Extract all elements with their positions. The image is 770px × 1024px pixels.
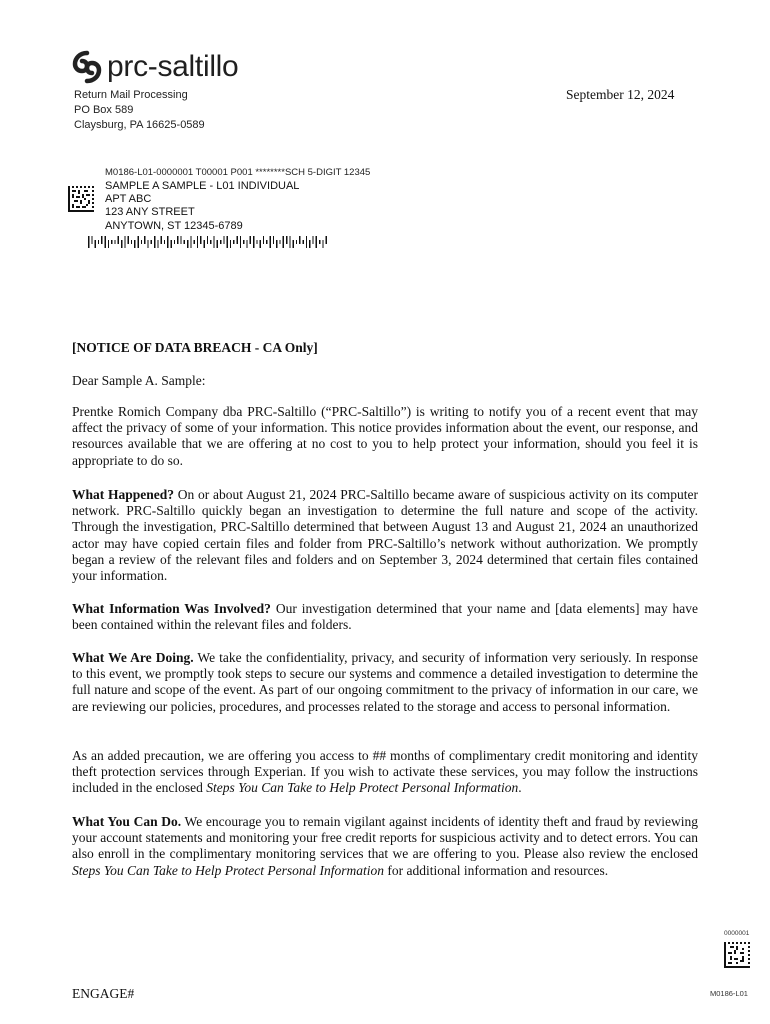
what-you-can-do-heading: What You Can Do. (72, 814, 182, 829)
company-logo (70, 50, 238, 84)
datamatrix-barcode-icon (68, 186, 94, 212)
postal-barcode-bar (151, 240, 152, 244)
postal-barcode-bar (138, 236, 139, 248)
postal-barcode-bar (326, 236, 327, 244)
what-information-heading: What Information Was Involved? (72, 601, 271, 616)
postal-barcode-bar (217, 240, 218, 248)
precaution-end: . (518, 780, 522, 796)
postal-barcode-bar (194, 240, 195, 244)
postal-barcode-bar (121, 240, 122, 248)
postal-barcode-bar (91, 236, 92, 244)
salutation: Dear Sample A. Sample: (72, 373, 206, 388)
postal-barcode-bar (260, 240, 261, 248)
postal-barcode-bar (197, 236, 198, 248)
postal-barcode-bar (157, 240, 158, 248)
postal-barcode-bar (164, 240, 165, 244)
postal-barcode-bar (243, 240, 244, 244)
postal-barcode-bar (279, 240, 280, 244)
postal-barcode-bar (108, 240, 109, 248)
postal-barcode-bar (167, 236, 168, 248)
postal-barcode-bar (161, 236, 162, 244)
postal-barcode-bar (213, 236, 214, 248)
postal-barcode-bar (180, 236, 181, 244)
postal-barcode-bar (270, 236, 271, 248)
postal-barcode-bar (240, 236, 241, 248)
engage-number: ENGAGE# (72, 986, 135, 1001)
return-address-line: Claysburg, PA 16625-0589 (74, 119, 205, 131)
intro-text: Prentke Romich Company dba PRC-Saltillo (“PRC-Saltillo”) is writing to notify you of a recent event that may affect the privacy of some of your information. This notice provides information about the event, our response, and resources available that we are offering at no cost to you to help protect your information, should you feel it is appropriate to do so. (72, 404, 698, 468)
what-you-can-do-text: We encourage you to remain vigilant against incidents of identity theft and fraud by reviewing your account statements and monitoring your free credit reports for suspicious activity and to detect errors. You can also enroll in the complimentary monitoring services that we are offering to you. Please also review the enclosed (72, 814, 698, 862)
postal-barcode-bar (171, 240, 172, 248)
notice-title: [NOTICE OF DATA BREACH - CA Only] (72, 340, 318, 355)
postal-barcode-bar (296, 240, 297, 244)
postal-barcode-bar (184, 240, 185, 244)
postal-barcode-bar (177, 236, 178, 244)
what-you-can-do-end: for additional information and resources. (384, 862, 609, 878)
postal-barcode-bar (207, 236, 208, 244)
postal-barcode-bar (141, 240, 142, 244)
postal-barcode-bar (128, 236, 129, 244)
postal-barcode-bar (111, 240, 112, 244)
recipient-address-line: 123 ANY STREET (105, 206, 195, 219)
postal-barcode-bar (319, 240, 320, 244)
postal-barcode-bar (174, 240, 175, 244)
postal-barcode-bar (204, 240, 205, 248)
postal-barcode-bar (101, 236, 102, 244)
what-happened-paragraph (72, 487, 698, 584)
postal-barcode-bar (233, 240, 234, 244)
postal-barcode-bar (124, 236, 125, 248)
postal-barcode-bar (303, 240, 304, 244)
postal-barcode-bar (237, 236, 238, 244)
logo-text: prc-saltillo (107, 50, 239, 83)
return-address-line: PO Box 589 (74, 104, 134, 116)
datamatrix-barcode-icon (724, 942, 750, 968)
recipient-address-line: SAMPLE A SAMPLE - L01 INDIVIDUAL (105, 180, 300, 192)
postal-barcode-bar (114, 240, 115, 244)
postal-barcode-bar (306, 236, 307, 248)
postal-barcode-bar (154, 236, 155, 248)
letter-date: September 12, 2024 (566, 87, 675, 102)
postal-barcode-bar (263, 236, 264, 244)
postal-barcode-bar (256, 240, 257, 244)
postal-barcode-bar (118, 236, 119, 244)
postal-barcode-bar (316, 236, 317, 248)
postal-barcode-bar (200, 236, 201, 244)
recipient-address-line: APT ABC (105, 193, 152, 206)
postal-barcode-bar (273, 236, 274, 244)
postal-barcode-bar (322, 240, 323, 248)
precaution-paragraph (72, 748, 698, 797)
postal-barcode-bar (227, 236, 228, 248)
what-we-are-doing-heading: What We Are Doing. (72, 650, 194, 665)
postal-barcode-bar (88, 236, 89, 248)
postal-barcode-bar (293, 240, 294, 248)
intro-paragraph (72, 404, 698, 469)
postal-barcode-bar (312, 236, 313, 244)
recipient-address (105, 180, 299, 233)
postal-barcode-bar (210, 240, 211, 244)
precaution-reference: Steps You Can Take to Help Protect Personal Information (206, 780, 519, 796)
postal-barcode-bar (299, 236, 300, 244)
recipient-address-line: ANYTOWN, ST 12345-6789 (105, 219, 243, 232)
what-we-are-doing-paragraph (72, 650, 698, 715)
what-information-text: Our investigation determined that your name and [data elements] may have been contained within the relevant files and folders. (72, 601, 699, 633)
postal-barcode-bar (105, 236, 106, 248)
postal-barcode-bar (289, 236, 290, 248)
postal-barcode-bar (253, 236, 254, 248)
mailing-code-line: M0186-L01-0000001 T00001 P001 ********SCH 5-DIGIT 12345 (105, 167, 371, 178)
postal-barcode-bar (286, 236, 287, 244)
postal-barcode-bar (190, 236, 191, 248)
document-form-code: M0186-L01 (710, 989, 748, 998)
postal-barcode-bar (220, 240, 221, 244)
postal-barcode-bar (246, 240, 247, 248)
return-address (74, 88, 205, 133)
postal-barcode-bar (250, 236, 251, 244)
postal-barcode-bar (134, 240, 135, 248)
what-we-are-doing-text: We take the confidentiality, privacy, and security of information very seriously. In response to this event, we promptly took steps to secure our systems and commence a detailed investigation to determine the full nature and scope of the event. As part of our ongoing commitment to the privacy of information in our care, we are reviewing our policies, procedures, and processes related to the storage and access to personal information. (72, 650, 698, 714)
prc-saltillo-logo-icon (70, 50, 104, 84)
return-address-line: Return Mail Processing (74, 89, 188, 101)
what-happened-heading: What Happened? (72, 487, 175, 502)
postal-barcode-bar (223, 236, 224, 244)
precaution-text: As an added precaution, we are offering you access to ## months of complimentary credit monitoring and identity theft protection services through Experian. If you wish to activate these services, you may follow the instructions included in the enclosed (72, 748, 698, 796)
what-you-can-do-reference: Steps You Can Take to Help Protect Personal Information (72, 862, 384, 878)
what-information-paragraph (72, 601, 698, 633)
postal-barcode-bar (144, 236, 145, 244)
postal-barcode-bar (95, 240, 96, 248)
postal-barcode-bar (266, 240, 267, 244)
postal-barcode-bar (276, 240, 277, 248)
postal-barcode-bar (98, 240, 99, 244)
what-you-can-do-paragraph (72, 814, 698, 879)
postal-barcode-bar (187, 240, 188, 248)
postal-barcode-icon (88, 236, 334, 248)
postal-barcode-bar (283, 236, 284, 248)
what-happened-text: On or about August 21, 2024 PRC-Saltillo became aware of suspicious activity on its computer network. PRC-Saltillo quickly began an investigation to determine the full nature and scope of the activity. Through the investigation, PRC-Saltillo determined that between August 13 and August 21, 2024 an unauthorized actor may have copied certain files and folder from PRC-Saltillo’s network without authorization. We promptly began a review of the relevant files and folders and on September 3, 2024 determined that certain files contained your information. (72, 487, 698, 584)
postal-barcode-bar (147, 240, 148, 248)
postal-barcode-bar (230, 240, 231, 248)
postal-barcode-bar (131, 240, 132, 244)
document-sequence-code: 0000001 (724, 930, 750, 937)
postal-barcode-bar (309, 240, 310, 248)
